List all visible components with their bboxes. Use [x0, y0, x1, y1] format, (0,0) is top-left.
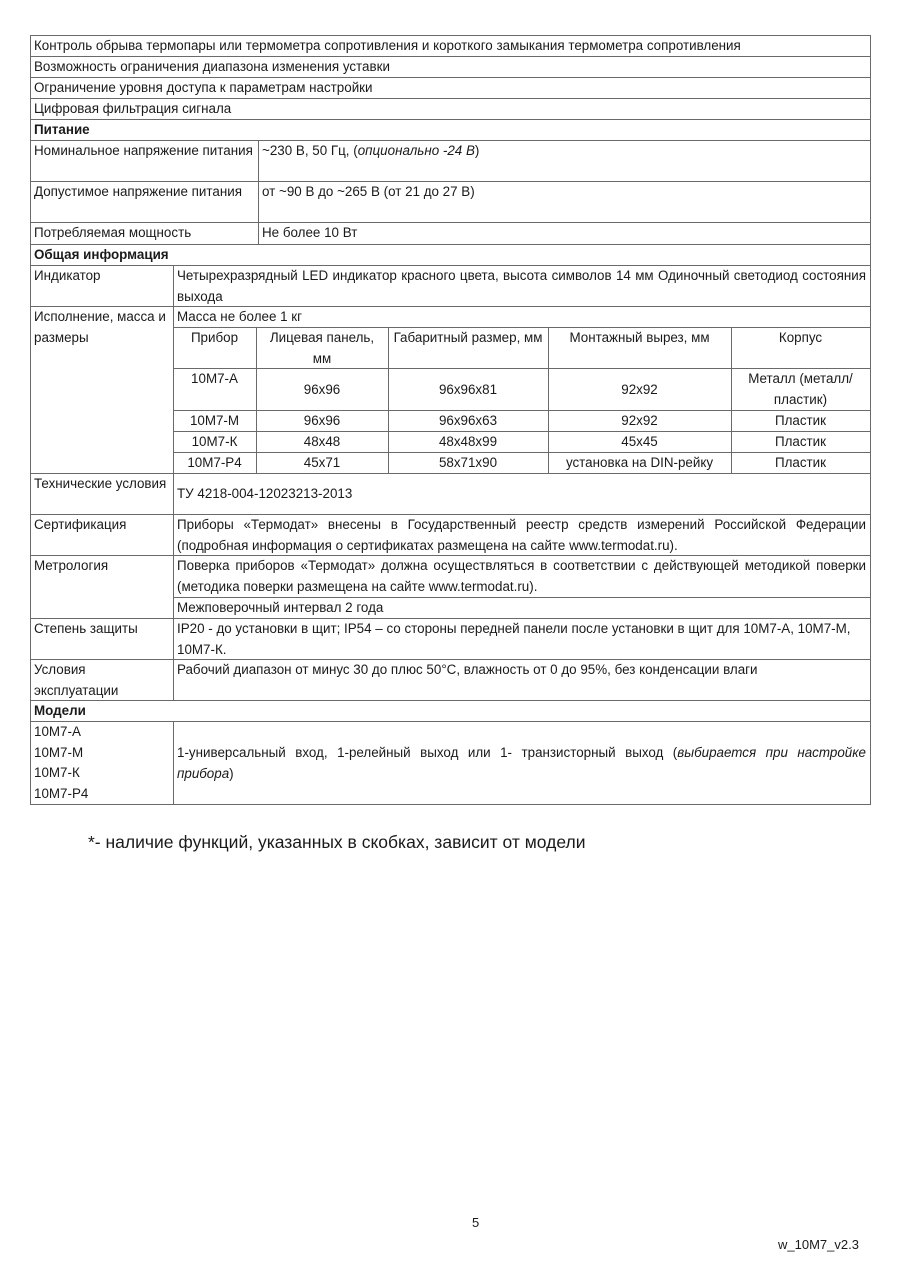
column-divider — [731, 327, 732, 473]
dims-cell-housing: Пластик — [774, 455, 827, 470]
indicator-value: Четырехразрядный LED индикатор красного цвета, высота символов 14 мм Одиночный светодиод состояния выхода — [177, 268, 866, 304]
section-heading-power: Питание — [34, 122, 90, 137]
dims-cell-overall: 58х71х90 — [438, 455, 498, 470]
dims-cell-cutout: установка на DIN-рейку — [565, 455, 714, 470]
feature-row: Контроль обрыва термопары или термометра сопротивления и короткого замыкания термометра сопротивления — [34, 38, 741, 53]
model-item: 10М7-К — [34, 765, 80, 780]
footnote: *- наличие функций, указанных в скобках, зависит от модели — [88, 832, 586, 852]
row-divider — [30, 618, 871, 619]
dims-cell-device: 10М7-М — [189, 413, 240, 428]
power-allowed-label: Допустимое напряжение питания — [34, 184, 242, 199]
dims-cell-housing: Пластик — [774, 434, 827, 449]
row-divider — [30, 514, 871, 515]
row-divider — [30, 306, 871, 307]
metrology-label: Метрология — [34, 558, 109, 573]
table-border — [30, 35, 871, 36]
model-item: 10М7-А — [34, 724, 81, 739]
dims-cell-overall: 96х96х81 — [438, 382, 498, 397]
row-divider — [173, 431, 871, 432]
page-number: 5 — [472, 1215, 480, 1230]
row-divider — [30, 181, 871, 182]
certification-value: Приборы «Термодат» внесены в Государственный реестр средств измерений Российской Федерации (подробная информация о сертификатах размещена на сайте www.termodat.ru). — [177, 517, 866, 553]
section-heading-models: Модели — [34, 703, 86, 718]
dims-cell-front: 96х96 — [303, 382, 341, 397]
row-divider — [30, 77, 871, 78]
indicator-label: Индикатор — [34, 268, 101, 283]
row-divider — [30, 56, 871, 57]
row-divider — [30, 473, 871, 474]
protection-label: Степень защиты — [34, 621, 138, 636]
execution-label: Исполнение, масса и размеры — [34, 309, 166, 345]
power-nominal-label: Номинальное напряжение питания — [34, 143, 253, 158]
column-divider — [173, 265, 174, 700]
row-divider — [30, 555, 871, 556]
row-divider — [173, 452, 871, 453]
dims-cell-cutout: 92х92 — [621, 413, 658, 428]
metrology-interval: Межповерочный интервал 2 года — [177, 600, 384, 615]
column-divider — [256, 327, 257, 473]
dims-cell-front: 45х71 — [303, 455, 341, 470]
feature-row: Возможность ограничения диапазона изменения уставки — [34, 59, 390, 74]
row-divider — [30, 721, 871, 722]
row-divider — [173, 368, 871, 369]
row-divider — [173, 327, 871, 328]
table-border — [30, 804, 871, 805]
dims-cell-overall: 48х48х99 — [438, 434, 498, 449]
dims-cell-device: 10М7-Р4 — [187, 455, 242, 470]
operating-conditions-label: Условия эксплуатации — [34, 662, 119, 698]
dims-header-front-panel: Лицевая панель, мм — [269, 330, 375, 366]
models-list — [30, 721, 173, 804]
dims-cell-front: 96х96 — [303, 413, 341, 428]
dims-header-housing: Корпус — [778, 330, 823, 345]
power-consumption-label: Потребляемая мощность — [34, 225, 192, 240]
power-allowed-value: от ~90 В до ~265 В (от 21 до 27 В) — [262, 184, 475, 199]
model-item: 10М7-Р4 — [34, 785, 89, 801]
row-divider — [30, 222, 871, 223]
dims-cell-device: 10М7-К — [191, 434, 238, 449]
table-border — [30, 35, 31, 805]
dims-cell-cutout: 45х45 — [621, 434, 658, 449]
row-divider — [30, 119, 871, 120]
operating-conditions-value: Рабочий диапазон от минус 30 до плюс 50°С, влажность от 0 до 95%, без конденсации влаги — [177, 662, 758, 677]
column-divider — [173, 721, 174, 804]
row-divider — [30, 659, 871, 660]
models-description-italic: выбирается при настройке прибора — [177, 745, 866, 781]
feature-row: Ограничение уровня доступа к параметрам настройки — [34, 80, 373, 95]
dims-cell-front: 48х48 — [303, 434, 341, 449]
dims-cell-overall: 96х96х63 — [438, 413, 498, 428]
dims-cell-device: 10М7-А — [191, 371, 238, 386]
tech-conditions-value: ТУ 4218-004-12023213-2013 — [177, 486, 353, 501]
metrology-value: Поверка приборов «Термодат» должна осуществляться в соответствии с действующей методикой поверки (методика поверки размещена на сайте www.termodat.ru). — [177, 558, 866, 594]
power-nominal-optional: опционально -24 В — [357, 143, 475, 158]
column-divider — [388, 327, 389, 473]
row-divider — [30, 98, 871, 99]
dims-header-cutout: Монтажный вырез, мм — [569, 330, 710, 345]
document-id: w_10M7_v2.3 — [778, 1237, 859, 1252]
dims-header-overall-size: Габаритный размер, мм — [393, 330, 543, 345]
row-divider — [30, 265, 871, 266]
section-heading-general: Общая информация — [34, 247, 169, 262]
row-divider — [30, 700, 871, 701]
dims-cell-housing: Металл (металл/пластик) — [748, 371, 853, 407]
column-divider — [258, 140, 259, 244]
models-description — [173, 742, 870, 783]
feature-row: Цифровая фильтрация сигнала — [34, 101, 232, 116]
table-border — [870, 35, 871, 805]
row-divider — [173, 597, 871, 598]
row-divider — [30, 140, 871, 141]
model-item: 10М7-М — [34, 744, 84, 760]
tech-conditions-label: Технические условия — [34, 476, 167, 491]
power-nominal-text-end: ) — [474, 143, 480, 158]
row-divider — [173, 410, 871, 411]
dims-header-device: Прибор — [190, 330, 239, 345]
power-consumption-value: Не более 10 Вт — [262, 225, 358, 240]
execution-mass: Масса не более 1 кг — [177, 309, 303, 324]
protection-value: IP20 - до установки в щит; IP54 – со стороны передней панели после установки в щит для 10М7-А, 10М7-М, 10М7-К. — [177, 621, 851, 657]
power-nominal-value — [258, 140, 870, 181]
row-divider — [30, 244, 871, 245]
column-divider — [548, 327, 549, 473]
dims-cell-cutout: 92х92 — [621, 382, 658, 397]
power-nominal-text: ~230 В, 50 Гц, ( — [262, 143, 358, 158]
certification-label: Сертификация — [34, 517, 127, 532]
dims-cell-housing: Пластик — [774, 413, 827, 428]
models-description-text: 1-универсальный вход, 1-релейный выход или 1- транзисторный выход ( — [177, 745, 678, 760]
models-description-end: ) — [229, 765, 234, 781]
